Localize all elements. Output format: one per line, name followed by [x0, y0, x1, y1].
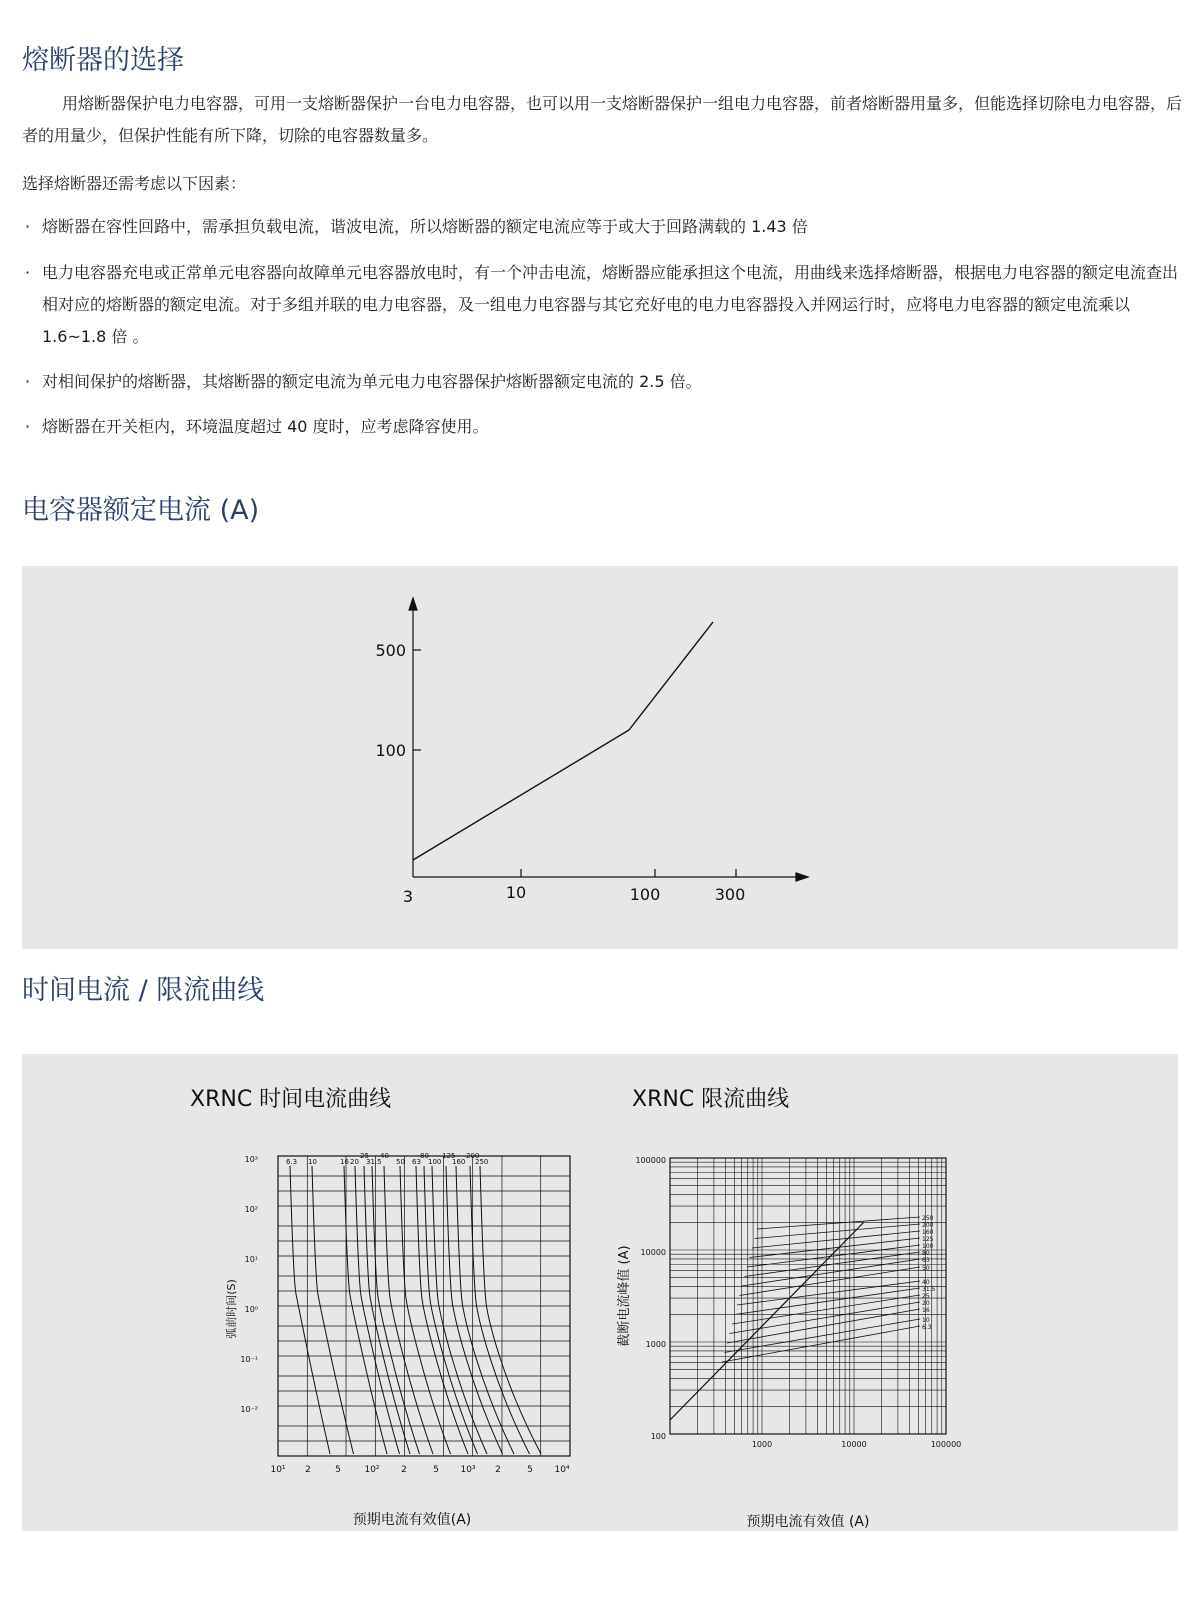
curve-label: 16	[340, 1158, 349, 1166]
factor-text: 熔断器在容性回路中，需承担负载电流，谐波电流，所以熔断器的额定电流应等于或大于回路满载的 1.43 倍	[42, 217, 808, 236]
x-tick-label: 10000	[841, 1440, 867, 1449]
curve-label: 200	[922, 1222, 934, 1229]
time-current-chart	[224, 1152, 570, 1528]
curve-label: 16	[922, 1307, 930, 1314]
curve-label: 50	[396, 1158, 405, 1166]
curve-label: 80	[922, 1250, 930, 1257]
curve-group	[722, 1217, 920, 1362]
time-current-curve	[372, 1166, 420, 1454]
curve-label: 100	[428, 1158, 442, 1166]
limiting-curve	[740, 1267, 921, 1296]
y-tick-label: 100	[650, 1432, 666, 1441]
x-tick-label: 3	[402, 887, 414, 906]
limiting-chart	[616, 1156, 961, 1530]
time-current-chart-title: XRNC 时间电流曲线	[190, 1087, 392, 1112]
curve-label: 40	[922, 1279, 930, 1286]
y-tick-label: 10⁰	[244, 1305, 258, 1314]
curve-label: 10	[308, 1158, 317, 1166]
time-current-curve	[312, 1166, 354, 1454]
y-axis-label: 弧前时间(S)	[225, 1279, 238, 1339]
x-tick-label: 10⁴	[554, 1465, 570, 1475]
curve-label: 125	[442, 1152, 456, 1160]
y-tick-label: 10³	[244, 1155, 258, 1164]
x-tick-label: 2	[495, 1465, 501, 1475]
bullet: ·	[25, 372, 31, 391]
time-current-curve	[480, 1166, 541, 1454]
rated-current-chart	[22, 566, 1178, 949]
x-tick-label: 10¹	[270, 1465, 286, 1475]
limiting-curve	[722, 1326, 920, 1362]
x-tick-label: 2	[305, 1465, 311, 1475]
intro-paragraph: 用熔断器保护电力电容器，可用一支熔断器保护一台电力电容器，也可以用一支熔断器保护一组电力电容器，前者熔断器用量多，但能选择切除电力电容器，后者的用量少，但保护性能有所下降，切除的电容器数量多。	[22, 94, 1183, 145]
section-title-fuse-selection: 熔断器的选择	[22, 45, 184, 76]
curve-label: 40	[380, 1152, 389, 1160]
factors-title: 选择熔断器还需考虑以下因素：	[22, 174, 247, 193]
time-current-curve	[432, 1166, 487, 1454]
curve-label: 20	[922, 1300, 930, 1307]
curve-label: 20	[350, 1158, 359, 1166]
limiting-curve	[755, 1224, 921, 1239]
curve-label: 160	[452, 1158, 466, 1166]
y-tick-label: 100	[375, 741, 406, 760]
y-tick-label: 1000	[645, 1340, 666, 1349]
y-tick-label: 10¹	[244, 1255, 258, 1264]
limiting-curve	[752, 1231, 920, 1248]
y-axis-arrow	[409, 598, 417, 610]
grid	[278, 1156, 570, 1456]
y-tick-label: 10⁻²	[240, 1405, 258, 1414]
x-tick-label: 1000	[751, 1440, 773, 1449]
factor-text: 熔断器在开关柜内，环境温度超过 40 度时，应考虑降容使用。	[42, 417, 489, 436]
x-axis-label: 预期电流有效值(A)	[352, 1512, 472, 1528]
curve-label: 100	[922, 1243, 934, 1250]
x-tick-label: 10³	[460, 1465, 476, 1475]
factor-text: 电力电容器充电或正常单元电容器向故障单元电容器放电时，有一个冲击电流，熔断器应能承担这个电流，用曲线来选择熔断器，根据电力电容器的额定电流查出相对应的熔断器的额定电流。对于多组并联的电力电容器，及一组电力电容器与其它充好电的电力电容器投入并网运行时，应将电力电容器的额定电流乘以 1.6~1.8 倍 。	[42, 263, 1179, 346]
factor-item	[22, 411, 1182, 443]
x-tick-label: 100	[629, 885, 661, 904]
curve-label: 50	[922, 1265, 930, 1272]
factor-item	[22, 366, 1182, 398]
bullet: ·	[25, 263, 31, 282]
limiting-curve	[725, 1319, 921, 1353]
time-current-curve	[416, 1166, 468, 1454]
x-axis-label: 预期电流有效值 (A)	[746, 1514, 870, 1530]
time-current-curve	[355, 1166, 400, 1454]
curve-label: 250	[475, 1158, 489, 1166]
curve-label: 6.3	[286, 1158, 298, 1166]
limiting-curve	[750, 1238, 921, 1258]
x-tick-label: 10	[505, 883, 527, 902]
limiting-curve	[732, 1295, 920, 1324]
bullet: ·	[25, 417, 31, 436]
curve-label: 63	[412, 1158, 421, 1166]
x-tick-label: 100000	[930, 1440, 962, 1449]
limiting-curve	[742, 1259, 920, 1286]
x-tick-label: 10²	[364, 1465, 380, 1475]
rated-current-series-line	[413, 622, 713, 860]
curve-label: 25	[360, 1152, 369, 1160]
y-tick-label: 10000	[640, 1248, 666, 1257]
curve-label: 10	[922, 1317, 930, 1324]
time-current-curve	[456, 1166, 514, 1454]
curves-panel	[22, 1054, 1178, 1531]
time-current-curve	[290, 1166, 330, 1454]
x-tick-label: 300	[714, 885, 746, 904]
x-axis-arrow	[796, 873, 808, 881]
curve-label: 160	[922, 1229, 934, 1236]
time-current-curve	[446, 1166, 503, 1454]
limiting-chart-title: XRNC 限流曲线	[632, 1087, 790, 1112]
curve-label: 250	[922, 1215, 934, 1222]
x-tick-label: 5	[433, 1465, 439, 1475]
x-tick-label: 2	[401, 1465, 407, 1475]
time-current-curve	[364, 1166, 410, 1454]
x-tick-label: 5	[335, 1465, 341, 1475]
section-title-rated-current: 电容器额定电流 (A)	[22, 495, 260, 526]
factor-item	[22, 257, 1182, 353]
curve-label: 25	[922, 1293, 930, 1300]
curve-label: 125	[922, 1236, 934, 1243]
rated-current-chart-panel	[22, 566, 1178, 949]
curve-label: 200	[466, 1152, 480, 1160]
y-axis-label: 截断电流峰值 (A)	[617, 1245, 632, 1347]
factor-text: 对相间保护的熔断器，其熔断器的额定电流为单元电力电容器保护熔断器额定电流的 2.5 倍。	[42, 372, 702, 391]
section-title-curves: 时间电流 / 限流曲线	[22, 975, 265, 1006]
y-tick-label: 10⁻¹	[240, 1355, 258, 1364]
y-tick-label: 500	[375, 641, 406, 660]
curve-label: 80	[420, 1152, 429, 1160]
x-tick-label: 5	[527, 1465, 533, 1475]
limiting-curve	[757, 1217, 920, 1229]
y-tick-label: 10²	[244, 1205, 258, 1214]
y-tick-label: 100000	[635, 1156, 666, 1165]
curve-group	[290, 1166, 541, 1454]
curves-svg	[22, 1054, 1178, 1531]
curve-label: 31.5	[366, 1158, 382, 1166]
curve-label: 6.3	[922, 1324, 932, 1331]
curve-label: 31.5	[922, 1286, 936, 1293]
curve-label: 63	[922, 1257, 930, 1264]
factor-item	[22, 211, 1182, 243]
bullet: ·	[25, 217, 31, 236]
